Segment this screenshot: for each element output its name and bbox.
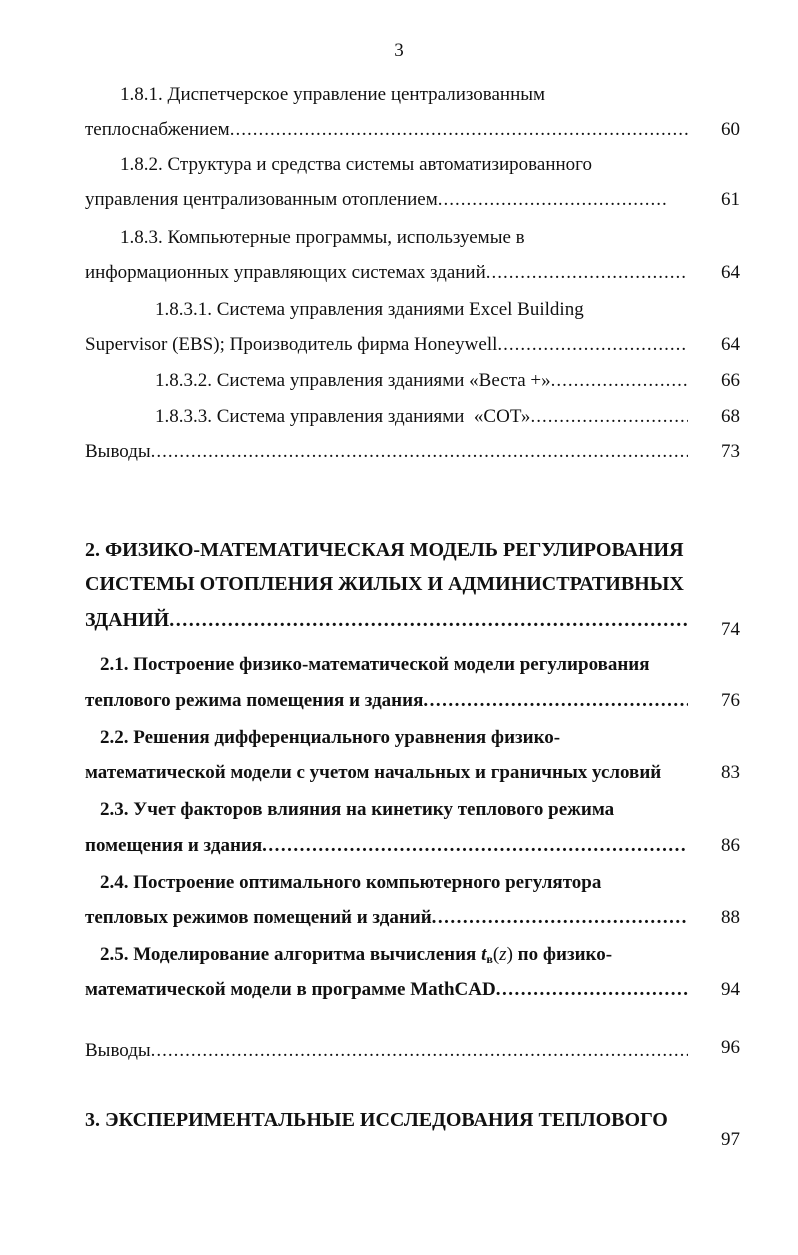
dot-leader [438, 187, 668, 213]
toc-entry-2-4-title: 2.4. Построение оптимального компьютерного регулятора [100, 872, 602, 893]
dot-leader [151, 1038, 688, 1064]
toc-entry-1-8-2[interactable] [85, 187, 668, 213]
toc-page: 83 [721, 762, 740, 783]
dot-leader [262, 833, 688, 859]
variable-z: z [499, 944, 507, 965]
toc-text: Supervisor (EBS); Производитель фирма Honeywell [85, 334, 498, 355]
toc-entry-2-4[interactable] [85, 905, 688, 931]
toc-page: 68 [721, 406, 740, 427]
paren-open: ( [492, 944, 500, 965]
toc-entry-2-1-title: 2.1. Построение физико-математической модели регулирования [100, 654, 650, 675]
toc-entry-2-2[interactable] [85, 760, 688, 786]
dot-leader [496, 977, 688, 1003]
dot-leader [432, 905, 688, 931]
toc-entry-2-3-title: 2.3. Учет факторов влияния на кинетику теплового режима [100, 799, 615, 820]
toc-chapter-2-line1: 2. ФИЗИКО-МАТЕМАТИЧЕСКАЯ МОДЕЛЬ РЕГУЛИРОВАНИЯ [85, 539, 684, 561]
toc-text: информационных управляющих системах зданий [85, 262, 486, 283]
toc-text: тепловых режимов помещений и зданий [85, 907, 432, 928]
toc-page: 74 [721, 619, 740, 640]
toc-text: 2.5. Моделирование алгоритма вычисления [100, 944, 482, 965]
toc-entry-2-5-title [100, 942, 612, 968]
toc-text: Выводы [85, 441, 151, 462]
toc-text: математической модели в программе MathCAD [85, 979, 496, 1000]
paren-close: ) [506, 944, 513, 965]
toc-text: теплового режима помещения и здания [85, 690, 424, 711]
toc-entry-2-5[interactable] [85, 977, 688, 1003]
dot-leader [530, 404, 688, 430]
toc-entry-1-8-3-3[interactable] [155, 404, 688, 430]
dot-leader [497, 332, 685, 358]
toc-entry-1-8-3-1-title: 1.8.3.1. Система управления зданиями Excel Building [155, 299, 584, 320]
toc-chapter-2-line2: СИСТЕМЫ ОТОПЛЕНИЯ ЖИЛЫХ И АДМИНИСТРАТИВНЫХ [85, 573, 684, 595]
toc-page: 66 [721, 370, 740, 391]
toc-page: 64 [721, 334, 740, 355]
dot-leader [486, 260, 688, 286]
toc-entry-2-3[interactable] [85, 833, 688, 859]
toc-entry-conclusions-1[interactable] [85, 439, 688, 465]
toc-entry-1-8-1-title: 1.8.1. Диспетчерское управление централизованным [120, 84, 546, 105]
toc-text: ЗДАНИЙ [85, 609, 170, 631]
toc-page: 73 [721, 441, 740, 462]
toc-text: управления централизованным отоплением [85, 189, 438, 210]
toc-entry-2-1[interactable] [85, 688, 688, 714]
toc-text: Выводы [85, 1040, 151, 1061]
toc-entry-1-8-3-title: 1.8.3. Компьютерные программы, используемые в [120, 227, 525, 248]
subscript-v: в [486, 952, 493, 966]
toc-entry-1-8-3-1[interactable] [85, 332, 685, 358]
dot-leader [169, 607, 688, 633]
toc-entry-conclusions-2[interactable] [85, 1038, 688, 1064]
dot-leader [423, 688, 688, 714]
toc-page: 86 [721, 835, 740, 856]
toc-page: 97 [721, 1129, 740, 1150]
toc-page: 96 [721, 1037, 740, 1058]
toc-page: 94 [721, 979, 740, 1000]
dot-leader [551, 368, 688, 394]
toc-page: 76 [721, 690, 740, 711]
toc-text: 1.8.3.2. Система управления зданиями «Веста +» [155, 370, 551, 391]
toc-text: теплоснабжением [85, 119, 230, 140]
toc-page: 60 [721, 119, 740, 140]
toc-text: помещения и здания [85, 835, 263, 856]
toc-page: 64 [721, 262, 740, 283]
page-number: 3 [394, 40, 404, 61]
toc-text: математической модели с учетом начальных и граничных условий [85, 762, 662, 783]
toc-entry-1-8-3-2[interactable] [155, 368, 688, 394]
toc-entry-1-8-2-title: 1.8.2. Структура и средства системы автоматизированного [120, 154, 592, 175]
toc-text: по физико- [512, 944, 613, 965]
toc-text: 1.8.3.3. Система управления зданиями «СОТ» [155, 406, 531, 427]
toc-chapter-2[interactable] [85, 607, 688, 633]
toc-entry-1-8-3[interactable] [85, 260, 688, 286]
toc-page: 61 [721, 189, 740, 210]
toc-entry-1-8-1[interactable] [85, 117, 688, 143]
dot-leader [151, 439, 688, 465]
toc-page: 88 [721, 907, 740, 928]
toc-entry-2-2-title: 2.2. Решения дифференциального уравнения физико- [100, 727, 561, 748]
variable-t: t [481, 944, 487, 965]
dot-leader [230, 117, 688, 143]
toc-chapter-3-line1[interactable]: 3. ЭКСПЕРИМЕНТАЛЬНЫЕ ИССЛЕДОВАНИЯ ТЕПЛОВОГО [85, 1109, 668, 1131]
